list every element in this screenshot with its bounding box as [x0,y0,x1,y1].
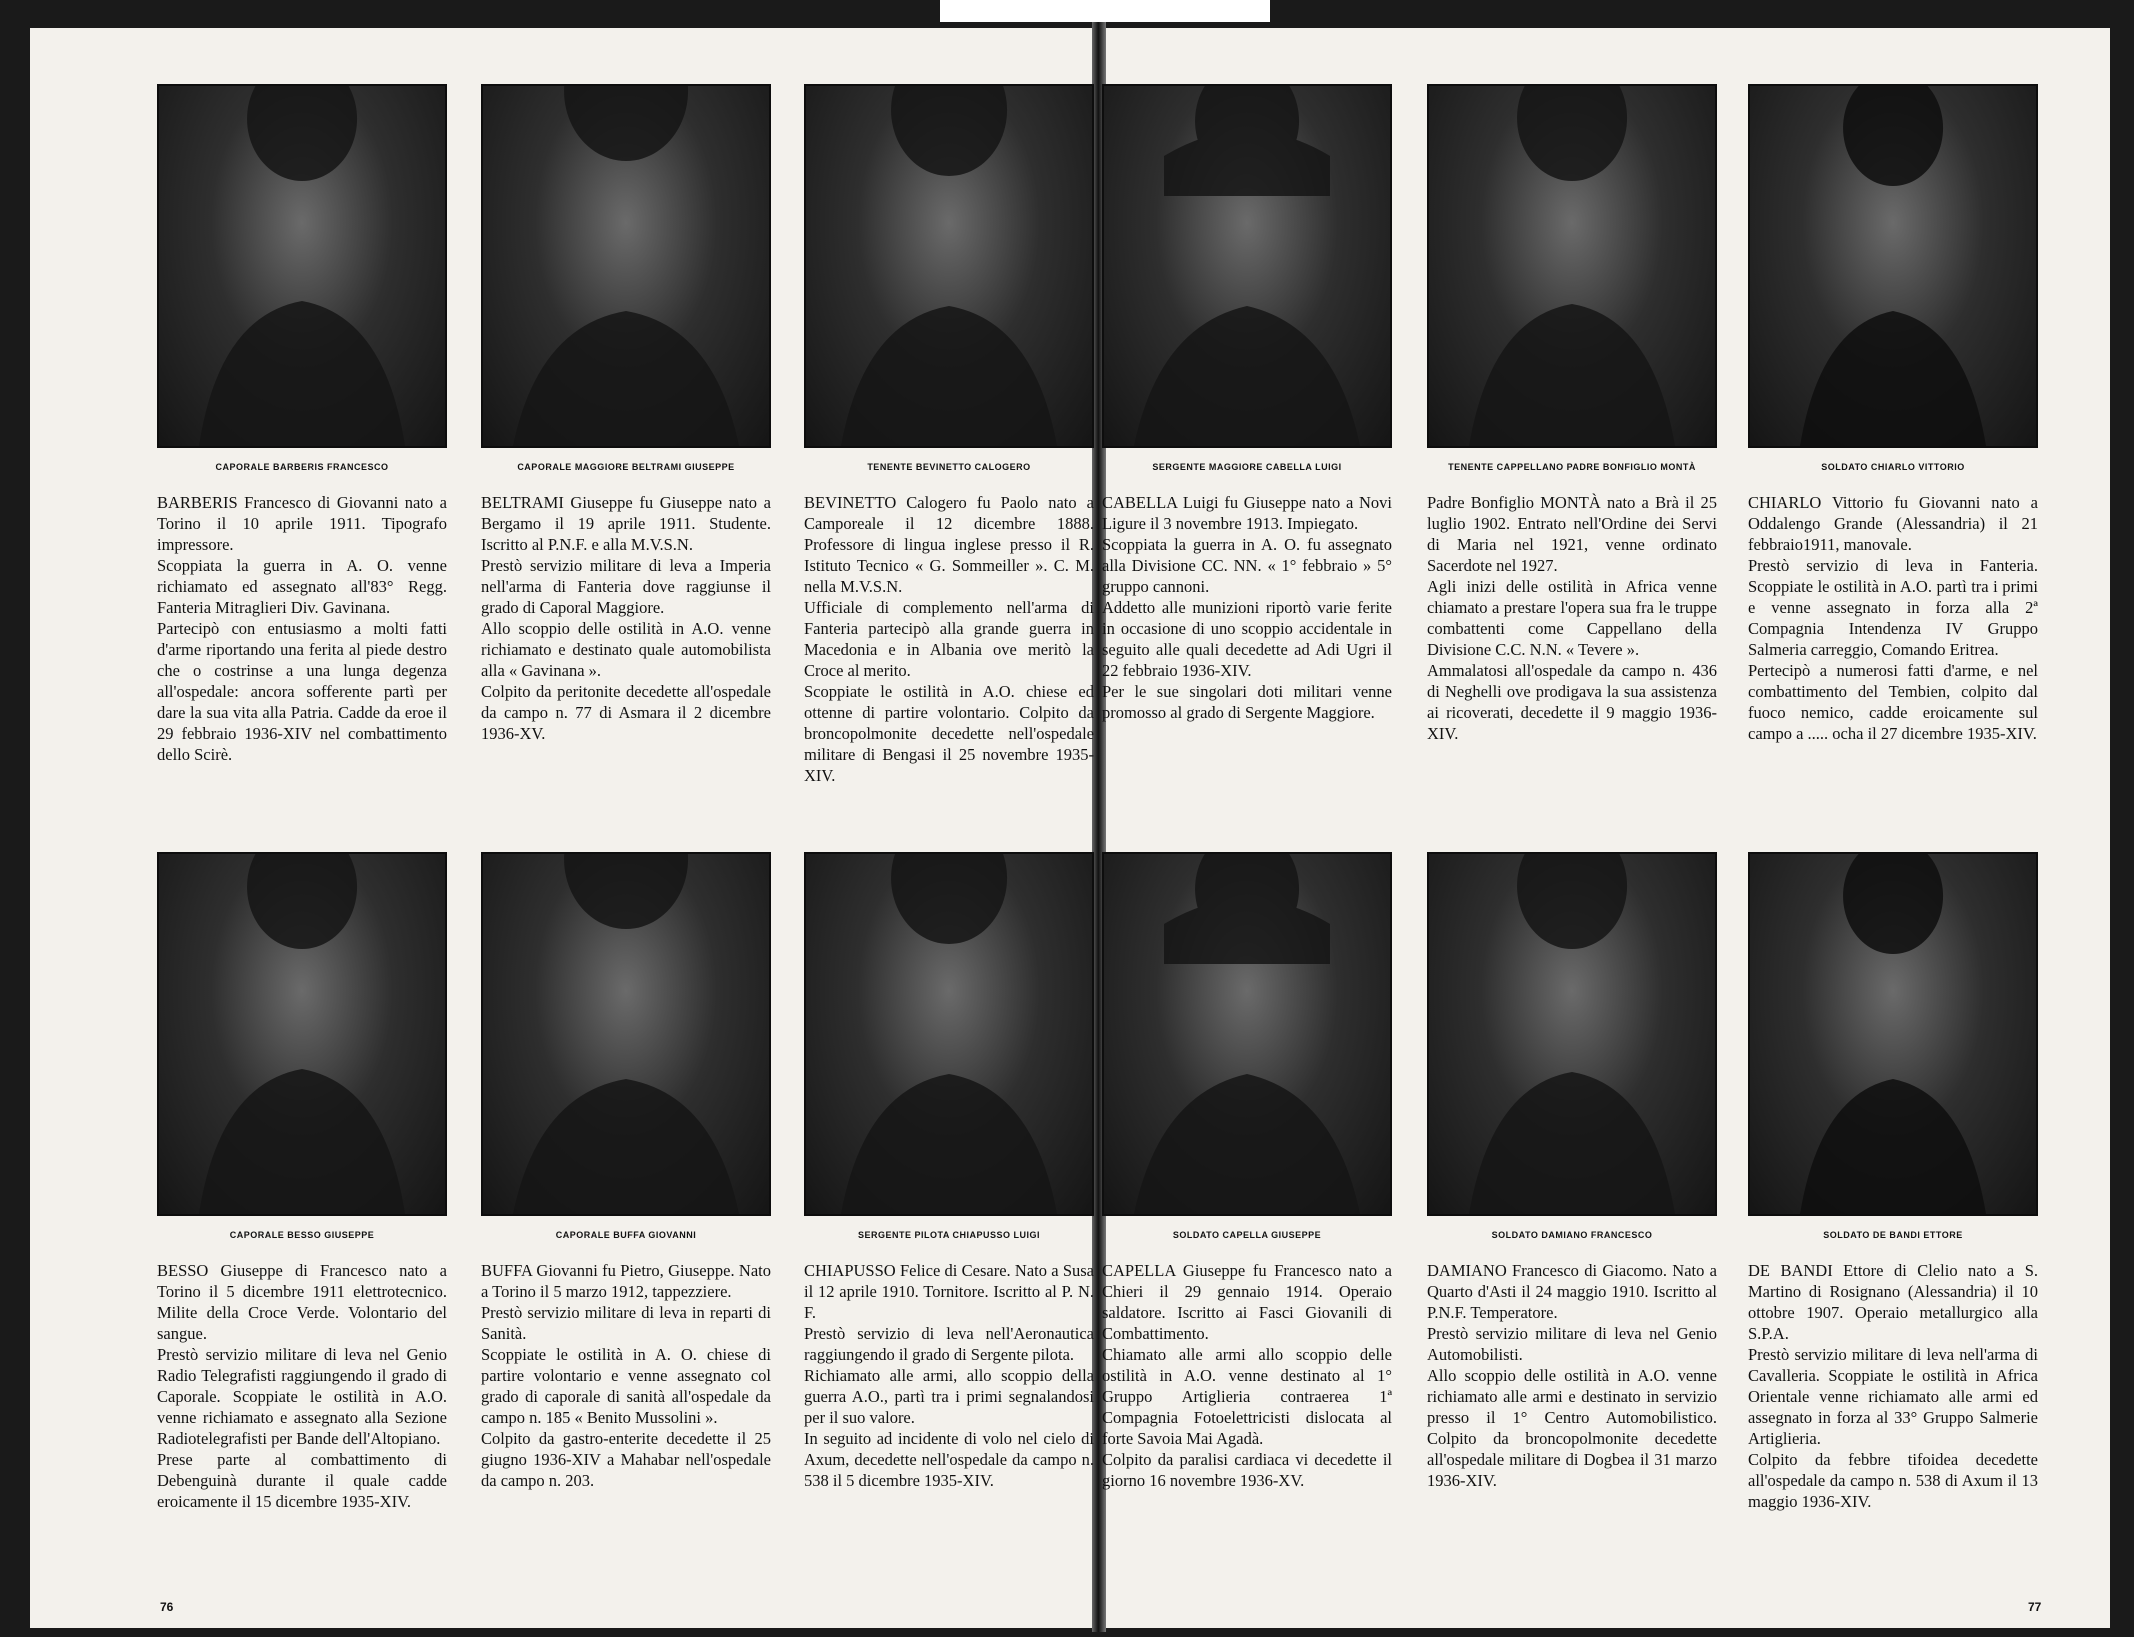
portrait-photo [157,852,447,1216]
portrait-caption: CAPORALE BUFFA GIOVANNI [555,1230,697,1240]
portrait-caption: CAPORALE MAGGIORE BELTRAMI GIUSEPPE [517,462,735,472]
portrait-caption: SOLDATO DE BANDI ETTORE [1823,1230,1963,1240]
biography-text: BUFFA Giovanni fu Pietro, Giuseppe. Nato a Torino il 5 marzo 1912, tappezziere. Prestò servizio militare di leva in reparti di Sanità. Scoppiate le ostilità in A. O. chiese di partire volontario e venne assegnato col grado di caporale di sanità all'ospedale da campo n. 185 « Benito Mussolini ». Colpito da gastro-enterite decedette il 25 giugno 1936-XIV a Mahabar nell'ospedale da campo n. 203. [481,1261,771,1490]
portrait-caption: CAPORALE BESSO GIUSEPPE [229,1230,375,1240]
memorial-entry [1748,852,2038,1512]
memorial-entry [481,852,771,1491]
portrait-photo [1748,84,2038,448]
memorial-entry [1102,852,1392,1491]
biography-text: DAMIANO Francesco di Giacomo. Nato a Quarto d'Asti il 24 maggio 1910. Iscritto al P.N.F. Temperatore. Prestò servizio militare di leva nel Genio Automobilisti. Allo scoppio delle ostilità in A.O. venne richiamato alle armi e destinato in servizio presso il 1° Centro Automobilistico. Colpito da broncopolmonite decedette all'ospedale militare di Dogbea il 31 marzo 1936-XIV. [1427,1261,1717,1490]
memorial-entry [804,84,1094,786]
portrait-caption: SOLDATO CAPELLA GIUSEPPE [1172,1230,1322,1240]
memorial-entry [157,84,447,765]
page-number-left: 76 [160,1600,174,1614]
portrait-photo [481,84,771,448]
portrait-caption: SOLDATO CHIARLO VITTORIO [1821,462,1965,472]
biography-text: BELTRAMI Giuseppe fu Giuseppe nato a Bergamo il 19 aprile 1911. Studente. Iscritto al P.N.F. e alla M.V.S.N. Prestò servizio militare di leva a Imperia nell'arma di Fanteria dove raggiunse il grado di Caporal Maggiore. Allo scoppio delle ostilità in A.O. venne richiamato e destinato quale automobilista alla « Gavinana ». Colpito da peritonite decedette all'ospedale da campo n. 77 di Asmara il 2 dicembre 1936-XV. [481,493,771,743]
portrait-caption: SERGENTE MAGGIORE CABELLA LUIGI [1152,462,1342,472]
portrait-photo [1427,84,1717,448]
page-number-right: 77 [2028,1600,2042,1614]
biography-text: CHIAPUSSO Felice di Cesare. Nato a Susa il 12 aprile 1910. Tornitore. Iscritto al P. N. F. Prestò servizio di leva nell'Aeronautica raggiungendo il grado di Sergente pilota. Richiamato alle armi, allo scoppio della guerra A.O., partì tra i primi segnalandosi per il suo valore. In seguito ad incidente di volo nel cielo di Axum, decedette nell'ospedale da campo n. 538 il 5 dicembre 1935-XIV. [804,1261,1094,1490]
portrait-photo [804,84,1094,448]
portrait-photo [1748,852,2038,1216]
portrait-photo [157,84,447,448]
portrait-caption: SOLDATO DAMIANO FRANCESCO [1491,1230,1653,1240]
portrait-caption: TENENTE BEVINETTO CALOGERO [867,462,1031,472]
portrait-photo [1102,852,1392,1216]
scan-edge [940,0,1270,22]
biography-text: CHIARLO Vittorio fu Giovanni nato a Oddalengo Grande (Alessandria) il 21 febbraio1911, manovale. Prestò servizio di leva in Fanteria. Scoppiate le ostilità in A.O. partì tra i primi e venne assegnato in forza alla 2ª Compagnia Intendenza IV Gruppo Salmeria carreggio, Comando Eritrea. Pertecipò a numerosi fatti d'arme, e nel combattimento del Tembien, colpito dal fuoco nemico, cadde eroicamente sul campo a ..... ocha il 27 dicembre 1935-XIV. [1748,493,2038,743]
portrait-photo [481,852,771,1216]
biography-text: CAPELLA Giuseppe fu Francesco nato a Chieri il 29 gennaio 1914. Operaio saldatore. Iscritto ai Fasci Giovanili di Combattimento. Chiamato alle armi allo scoppio delle ostilità in A.O. venne destinato al 1° Gruppo Artiglieria contraerea 1ª Compagnia Fotoelettricisti dislocata al forte Savoia Mai Agadà. Colpito da paralisi cardiaca vi decedette il giorno 16 novembre 1936-XV. [1102,1261,1392,1490]
portrait-photo [1427,852,1717,1216]
memorial-entry [1748,84,2038,744]
memorial-entry [1427,852,1717,1491]
memorial-entry [481,84,771,744]
biography-text: BEVINETTO Calogero fu Paolo nato a Camporeale il 12 dicembre 1888. Professore di lingua inglese presso il R. Istituto Tecnico « G. Sommeiller ». C. M. nella M.V.S.N. Ufficiale di complemento nell'arma di Fanteria partecipò alla grande guerra in Macedonia e in Albania ove meritò la Croce al merito. Scoppiate le ostilità in A.O. chiese ed ottenne di partire volontario. Colpito da broncopolmonite decedette nell'ospedale militare di Bengasi il 25 novembre 1935-XIV. [804,493,1094,785]
portrait-photo [1102,84,1392,448]
portrait-photo [804,852,1094,1216]
portrait-caption: CAPORALE BARBERIS FRANCESCO [215,462,389,472]
biography-text: Padre Bonfiglio MONTÀ nato a Brà il 25 luglio 1902. Entrato nell'Ordine dei Servi di Maria nel 1921, venne ordinato Sacerdote nel 1927. Agli inizi delle ostilità in Africa venne chiamato a prestare l'opera sua fra le truppe combattenti come Cappellano della Divisione C.C. N.N. « Tevere ». Ammalatosi all'ospedale da campo n. 436 di Neghelli ove prodigava la sua assistenza ai ricoverati, decedette il 9 maggio 1936-XIV. [1427,493,1717,743]
portrait-caption: SERGENTE PILOTA CHIAPUSSO LUIGI [857,1230,1040,1240]
portrait-caption: TENENTE CAPPELLANO PADRE BONFIGLIO MONTÀ [1448,462,1696,472]
biography-text: BESSO Giuseppe di Francesco nato a Torino il 5 dicembre 1911 elettrotecnico. Milite della Croce Verde. Volontario del sangue. Prestò servizio militare di leva nel Genio Radio Telegrafisti raggiungendo il grado di Caporale. Scoppiate le ostilità in A.O. venne richiamato e assegnato alla Sezione Radiotelegrafisti per Bande dell'Altopiano. Prese parte al combattimento di Debenguinà durante il quale cadde eroicamente il 15 dicembre 1935-XIV. [157,1261,447,1511]
memorial-entry [1427,84,1717,744]
memorial-entry [804,852,1094,1491]
biography-text: BARBERIS Francesco di Giovanni nato a Torino il 10 aprile 1911. Tipografo impressore. Scoppiata la guerra in A. O. venne richiamato ed assegnato all'83° Regg. Fanteria Mitraglieri Div. Gavinana. Partecipò con entusiasmo a molti fatti d'arme riportando una ferita al piede destro che o costrinse a una lunga degenza all'ospedale: ancora sofferente partì per dare la sua vita alla Patria. Cadde da eroe il 29 febbraio 1936-XIV nel combattimento dello Scirè. [157,493,447,764]
biography-text: CABELLA Luigi fu Giuseppe nato a Novi Ligure il 3 novembre 1913. Impiegato. Scoppiata la guerra in A. O. fu assegnato alla Divisione CC. NN. « 1° febbraio » 5° gruppo cannoni. Addetto alle munizioni riportò varie ferite in occasione di uno scoppio accidentale in seguito alle quali decedette ad Adi Ugri il 22 febbraio 1936-XIV. Per le sue singolari doti militari venne promosso al grado di Sergente Maggiore. [1102,493,1392,722]
biography-text: DE BANDI Ettore di Clelio nato a S. Martino di Rosignano (Alessandria) il 10 ottobre 1907. Operaio metallurgico alla S.P.A. Prestò servizio militare di leva nell'arma di Cavalleria. Scoppiate le ostilità in Africa Orientale venne richiamato alle armi ed assegnato in forza al 33° Gruppo Salmerie Artiglieria. Colpito da febbre tifoidea decedette all'ospedale da campo n. 538 di Axum il 13 maggio 1936-XIV. [1748,1261,2038,1511]
memorial-entry [157,852,447,1512]
memorial-entry [1102,84,1392,723]
